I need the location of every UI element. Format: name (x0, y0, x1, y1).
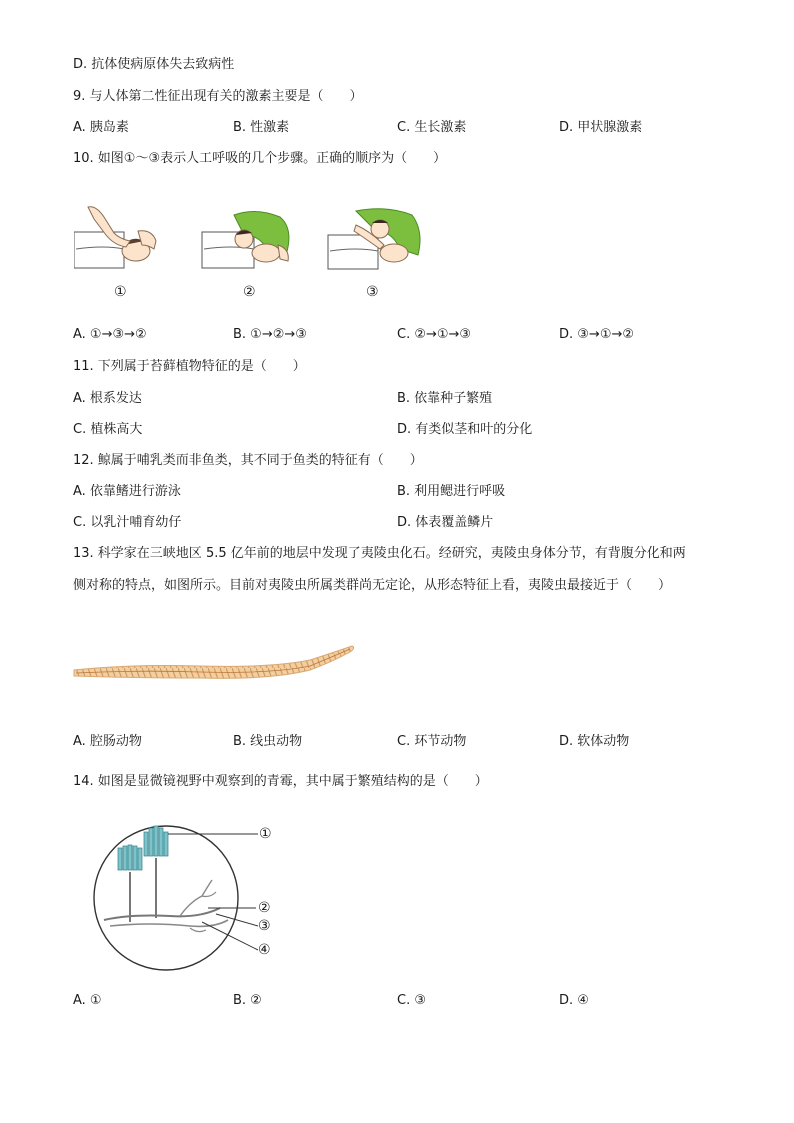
q10-option-c: C. ②→①→③ (397, 327, 472, 342)
cpr-step-1-label: ① (114, 284, 127, 300)
penicillium-label-4: ④ (258, 942, 271, 958)
cpr-step-2-label: ② (243, 284, 256, 300)
yiling-worm-figure (70, 640, 360, 690)
q13-option-a: A. 腔肠动物 (73, 734, 142, 749)
q12-option-d: D. 体表覆盖鳞片 (397, 515, 494, 530)
q13-stem-line2: 侧对称的特点，如图所示。目前对夷陵虫所属类群尚无定论，从形态特征上看，夷陵虫最接近于（ ） (73, 578, 672, 593)
cpr-step-3-figure (326, 205, 426, 270)
q11-stem: 11. 下列属于苔藓植物特征的是（ ） (73, 359, 306, 374)
q9-stem: 9. 与人体第二性征出现有关的激素主要是（ ） (73, 89, 363, 104)
q14-option-d: D. ④ (559, 993, 589, 1008)
q14-stem: 14. 如图是显微镜视野中观察到的青霉，其中属于繁殖结构的是（ ） (73, 774, 488, 789)
q9-option-a: A. 胰岛素 (73, 120, 129, 135)
q10-option-b: B. ①→②→③ (233, 327, 307, 342)
penicillium-label-1: ① (259, 826, 272, 842)
q11-option-c: C. 植株高大 (73, 422, 143, 437)
penicillium-label-2: ② (258, 900, 271, 916)
q12-option-a: A. 依靠鳍进行游泳 (73, 484, 181, 499)
q11-option-b: B. 依靠种子繁殖 (397, 391, 493, 406)
q10-option-d: D. ③→①→② (559, 327, 635, 342)
q9-option-c: C. 生长激素 (397, 120, 467, 135)
q13-option-c: C. 环节动物 (397, 734, 467, 749)
q14-option-b: B. ② (233, 993, 262, 1008)
q12-option-c: C. 以乳汁哺育幼仔 (73, 515, 182, 530)
q14-option-a: A. ① (73, 993, 102, 1008)
q10-stem: 10. 如图①～③表示人工呼吸的几个步骤。正确的顺序为（ ） (73, 151, 447, 166)
q13-stem-line1: 13. 科学家在三峡地区 5.5 亿年前的地层中发现了夷陵虫化石。经研究，夷陵虫身体分节，有背腹分化和两 (73, 546, 686, 561)
cpr-step-3-label: ③ (366, 284, 379, 300)
q11-option-a: A. 根系发达 (73, 391, 142, 406)
cpr-step-2-figure (198, 205, 298, 270)
q13-option-d: D. 软体动物 (559, 734, 630, 749)
q12-stem: 12. 鲸属于哺乳类而非鱼类，其不同于鱼类的特征有（ ） (73, 453, 423, 468)
cpr-step-1-figure (74, 205, 164, 270)
q9-option-b: B. 性激素 (233, 120, 290, 135)
q8-option-d: D. 抗体使病原体失去致病性 (73, 57, 235, 72)
q11-option-d: D. 有类似茎和叶的分化 (397, 422, 533, 437)
q9-option-d: D. 甲状腺激素 (559, 120, 643, 135)
penicillium-label-3: ③ (258, 918, 271, 934)
q13-option-b: B. 线虫动物 (233, 734, 303, 749)
q14-option-c: C. ③ (397, 993, 426, 1008)
q12-option-b: B. 利用鳃进行呼吸 (397, 484, 506, 499)
q10-option-a: A. ①→③→② (73, 327, 147, 342)
